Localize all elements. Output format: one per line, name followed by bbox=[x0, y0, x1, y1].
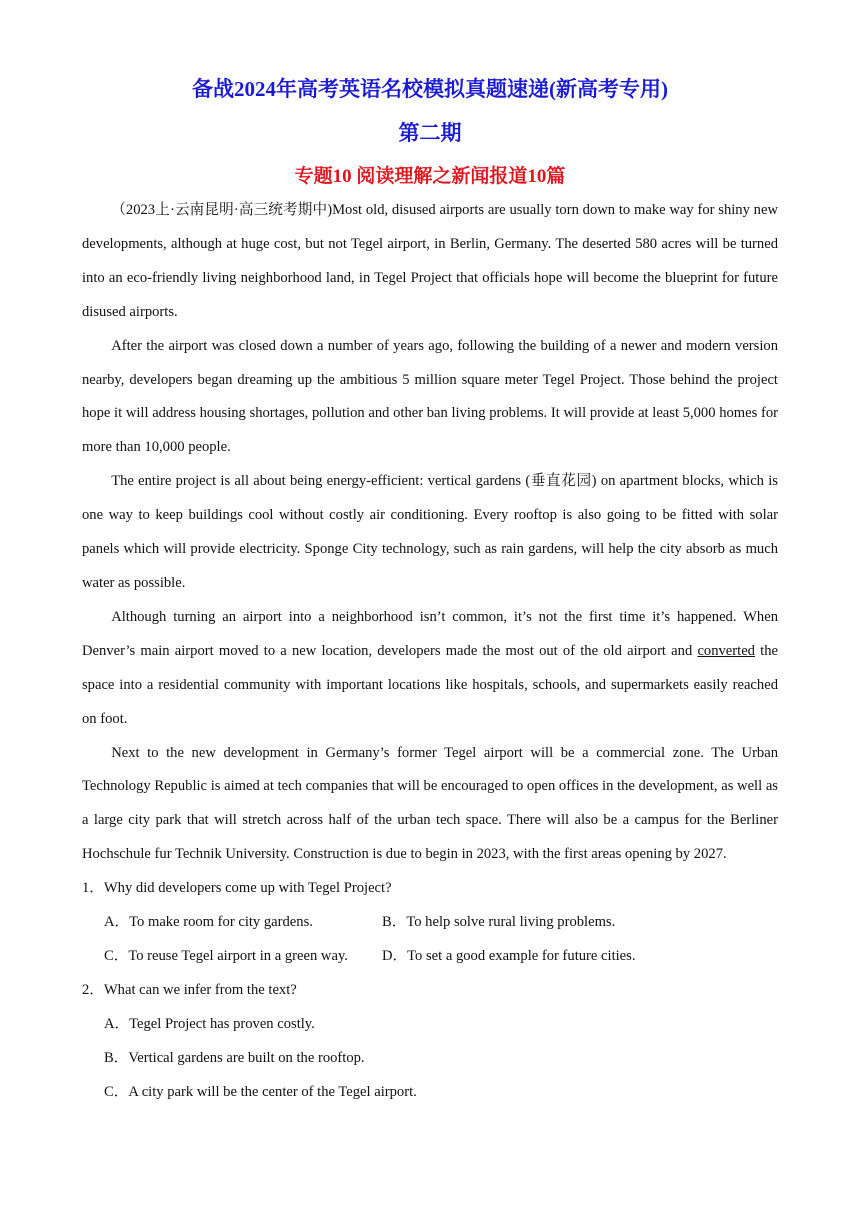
passage-paragraph-2: After the airport was closed down a number of years ago, following the building of a newer and modern version nearby, developers began dreaming up the ambitious 5 million square meter Tegel Project. Those behind the project hope it will address housing shortages, pollution and other ban living problems. It will provide at least 5,000 homes for more than 10,000 people. bbox=[82, 337, 778, 456]
passage-paragraph-3: The entire project is all about being energy-efficient: vertical gardens (垂直花园) on apartment blocks, which is one way to keep buildings cool without costly air conditioning. Every rooftop is also going to be fitted with solar panels which will provide electricity. Sponge City technology, such as rain gardens, will help the city absorb as much water as possible. bbox=[82, 473, 778, 591]
question-1-options-row-1 bbox=[82, 906, 778, 940]
passage-paragraph-4-after: the space into a residential community with important locations like hospitals, schools, and supermarkets easily reached on foot. bbox=[82, 642, 778, 727]
passage-paragraph-4 bbox=[82, 601, 778, 737]
question-2-option-a: A．Tegel Project has proven costly. bbox=[104, 1015, 315, 1032]
underlined-word: converted bbox=[697, 642, 755, 659]
topic-title: 专题10 阅读理解之新闻报道10篇 bbox=[294, 166, 566, 187]
question-1-option-d: D．To set a good example for future cities. bbox=[382, 947, 636, 964]
passage-paragraph-4-before: Although turning an airport into a neighborhood isn’t common, it’s not the first time it’s happened. When Denver’s main airport moved to a new location, developers made the most out of the old airport and bbox=[82, 608, 778, 659]
question-1-option-b: B．To help solve rural living problems. bbox=[382, 914, 616, 931]
passage-paragraph-1-text: Most old, disused airports are usually torn down to make way for shiny new developments, although at huge cost, but not Tegel airport, in Berlin, Germany. The deserted 580 acres will be turned into an eco-friendly living neighborhood land, in Tegel Project that officials hope will become the blueprint for future disused airports. bbox=[82, 202, 778, 320]
document-page bbox=[82, 72, 778, 1109]
question-1-option-a: A．To make room for city gardens. bbox=[104, 914, 313, 931]
question-1-options-row-2 bbox=[82, 940, 778, 974]
document-title: 备战2024年高考英语名校模拟真题速递(新高考专用) bbox=[192, 77, 668, 101]
question-1-stem: 1．Why did developers come up with Tegel Project? bbox=[82, 880, 392, 897]
passage-paragraph-5: Next to the new development in Germany’s former Tegel airport will be a commercial zone. The Urban Technology Republic is aimed at tech companies that will be encouraged to open offices in the development, as well as a large city park that will stretch across half of the urban tech space. There will also be a campus for the Berliner Hochschule fur Technik University. Construction is due to begin in 2023, with the first areas opening by 2027. bbox=[82, 744, 778, 863]
passage-paragraph-1 bbox=[82, 194, 778, 330]
passage-source: （2023上·云南昆明·高三统考期中) bbox=[111, 202, 333, 218]
issue-title: 第二期 bbox=[398, 121, 462, 145]
question-2-option-b: B．Vertical gardens are built on the rooftop. bbox=[104, 1049, 365, 1066]
question-2-stem: 2．What can we infer from the text? bbox=[82, 981, 297, 998]
question-2-option-c: C．A city park will be the center of the Tegel airport. bbox=[104, 1083, 417, 1100]
question-1-option-c: C．To reuse Tegel airport in a green way. bbox=[104, 947, 348, 964]
